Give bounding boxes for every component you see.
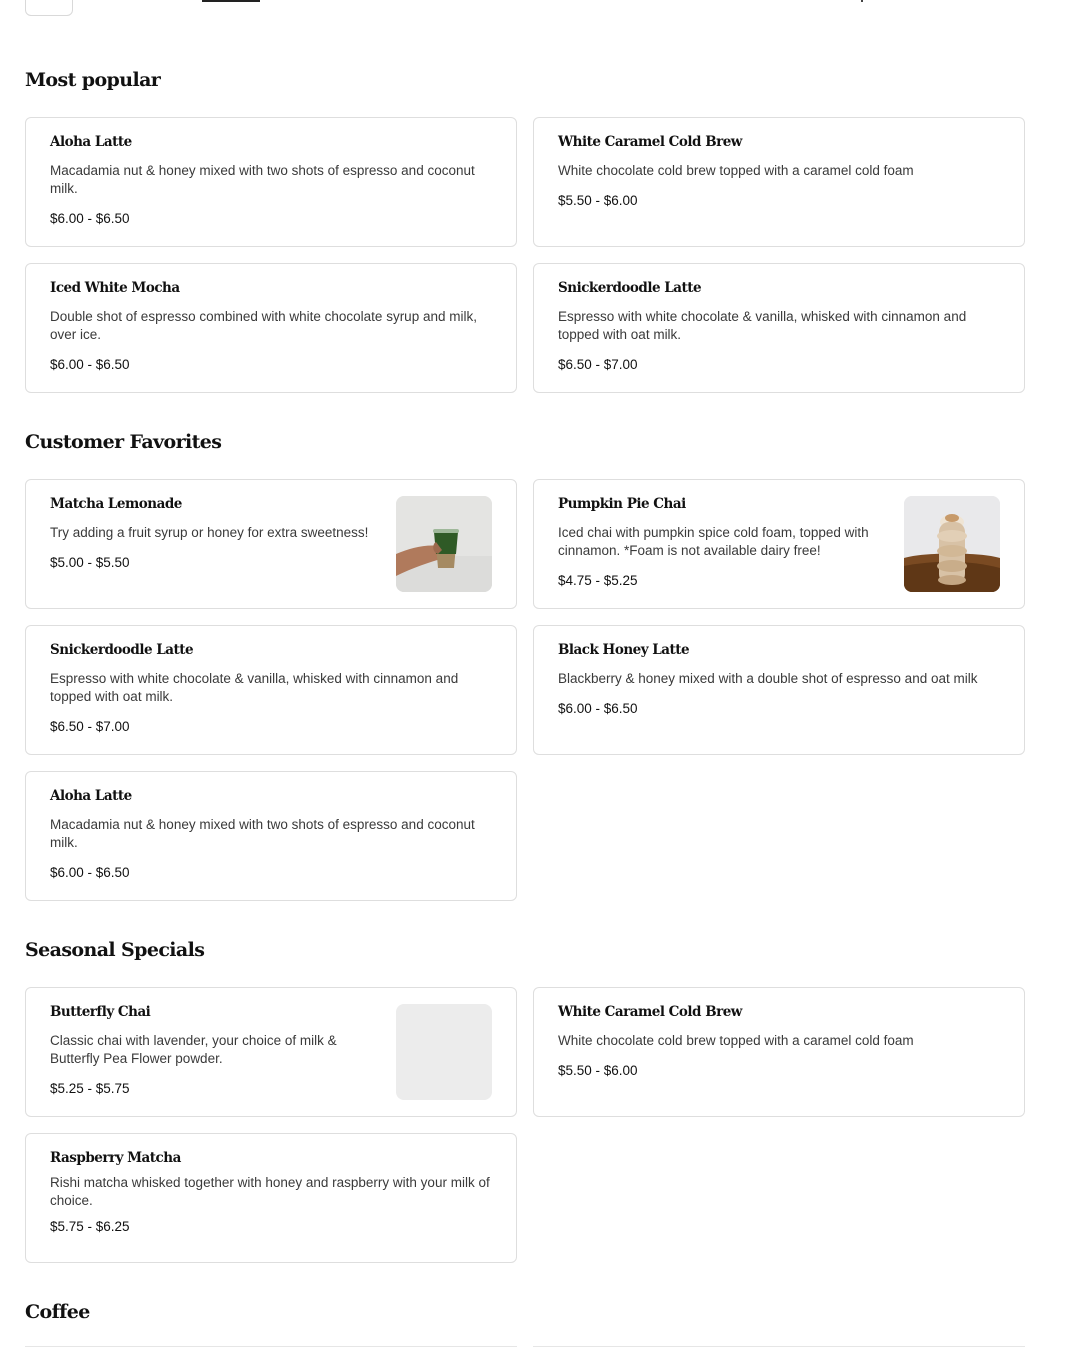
menu-item-price: $5.50 - $6.00 bbox=[558, 1063, 638, 1078]
menu-item-description: Iced chai with pumpkin spice cold foam, topped with cinnamon. *Foam is not available dairy free! bbox=[558, 525, 869, 558]
section-title-most-popular: Most popular bbox=[25, 69, 161, 91]
menu-item-card[interactable] bbox=[25, 625, 517, 755]
menu-item-description: Macadamia nut & honey mixed with two shots of espresso and coconut milk. bbox=[50, 817, 475, 850]
menu-item-price: $6.50 - $7.00 bbox=[50, 719, 130, 734]
menu-item-card[interactable] bbox=[533, 117, 1025, 247]
menu-item-card[interactable] bbox=[25, 987, 517, 1117]
menu-item-price: $5.25 - $5.75 bbox=[50, 1081, 130, 1096]
menu-item-price: $6.00 - $6.50 bbox=[50, 211, 130, 226]
menu-item-price: $5.50 - $6.00 bbox=[558, 193, 638, 208]
menu-item-price: $5.00 - $5.50 bbox=[50, 555, 130, 570]
menu-item-name: White Caramel Cold Brew bbox=[558, 1004, 742, 1020]
menu-item-card[interactable] bbox=[533, 987, 1025, 1117]
menu-item-price: $6.50 - $7.00 bbox=[558, 357, 638, 372]
menu-item-name: Snickerdoodle Latte bbox=[50, 642, 194, 658]
menu-item-price: $6.00 - $6.50 bbox=[50, 357, 130, 372]
pumpkin-pie-chai-photo bbox=[904, 496, 1000, 592]
menu-item-card[interactable] bbox=[533, 625, 1025, 755]
menu-item-description: Espresso with white chocolate & vanilla, whisked with cinnamon and topped with oat milk. bbox=[558, 309, 967, 342]
menu-item-name: Pumpkin Pie Chai bbox=[558, 496, 686, 512]
menu-item-price: $5.75 - $6.25 bbox=[50, 1219, 130, 1234]
menu-item-card[interactable] bbox=[25, 263, 517, 393]
menu-item-price: $4.75 - $5.25 bbox=[558, 573, 638, 588]
menu-item-description: Macadamia nut & honey mixed with two shots of espresso and coconut milk. bbox=[50, 163, 475, 196]
image-placeholder bbox=[396, 1004, 492, 1100]
menu-item-card[interactable] bbox=[25, 479, 517, 609]
menu-item-name: Raspberry Matcha bbox=[50, 1150, 181, 1166]
menu-item-description: Double shot of espresso combined with white chocolate syrup and milk, over ice. bbox=[50, 309, 477, 342]
section-title-coffee: Coffee bbox=[25, 1301, 90, 1323]
section-title-seasonal-specials: Seasonal Specials bbox=[25, 939, 205, 961]
menu-item-description: Rishi matcha whisked together with honey and raspberry with your milk of choice. bbox=[50, 1175, 490, 1208]
header-fragment bbox=[861, 0, 863, 2]
menu-item-description: Blackberry & honey mixed with a double shot of espresso and oat milk bbox=[558, 671, 978, 686]
menu-item-name: Aloha Latte bbox=[50, 788, 132, 804]
menu-item-card[interactable] bbox=[25, 117, 517, 247]
menu-item-description: Try adding a fruit syrup or honey for extra sweetness! bbox=[50, 525, 369, 540]
menu-item-card[interactable] bbox=[533, 263, 1025, 393]
menu-item-name: Matcha Lemonade bbox=[50, 496, 182, 512]
menu-item-card[interactable] bbox=[25, 771, 517, 901]
menu-item-name: White Caramel Cold Brew bbox=[558, 134, 742, 150]
section-title-customer-favorites: Customer Favorites bbox=[25, 431, 222, 453]
menu-item-name: Aloha Latte bbox=[50, 134, 132, 150]
menu-item-price: $6.00 - $6.50 bbox=[50, 865, 130, 880]
menu-item-card[interactable] bbox=[533, 479, 1025, 609]
menu-item-description: Classic chai with lavender, your choice of milk & Butterfly Pea Flower powder. bbox=[50, 1033, 337, 1066]
menu-item-description: White chocolate cold brew topped with a caramel cold foam bbox=[558, 1033, 914, 1048]
active-nav-underline bbox=[202, 0, 260, 2]
header-button-partial[interactable] bbox=[25, 0, 73, 16]
menu-item-name: Black Honey Latte bbox=[558, 642, 690, 658]
menu-item-card-partial[interactable] bbox=[533, 1346, 1025, 1350]
menu-item-card-partial[interactable] bbox=[25, 1346, 517, 1350]
menu-item-description: White chocolate cold brew topped with a caramel cold foam bbox=[558, 163, 914, 178]
menu-item-description: Espresso with white chocolate & vanilla, whisked with cinnamon and topped with oat milk. bbox=[50, 671, 459, 704]
menu-item-name: Butterfly Chai bbox=[50, 1004, 151, 1020]
menu-item-card[interactable] bbox=[25, 1133, 517, 1263]
matcha-lemonade-photo bbox=[396, 496, 492, 592]
menu-item-price: $6.00 - $6.50 bbox=[558, 701, 638, 716]
menu-item-name: Snickerdoodle Latte bbox=[558, 280, 702, 296]
menu-item-name: Iced White Mocha bbox=[50, 280, 180, 296]
